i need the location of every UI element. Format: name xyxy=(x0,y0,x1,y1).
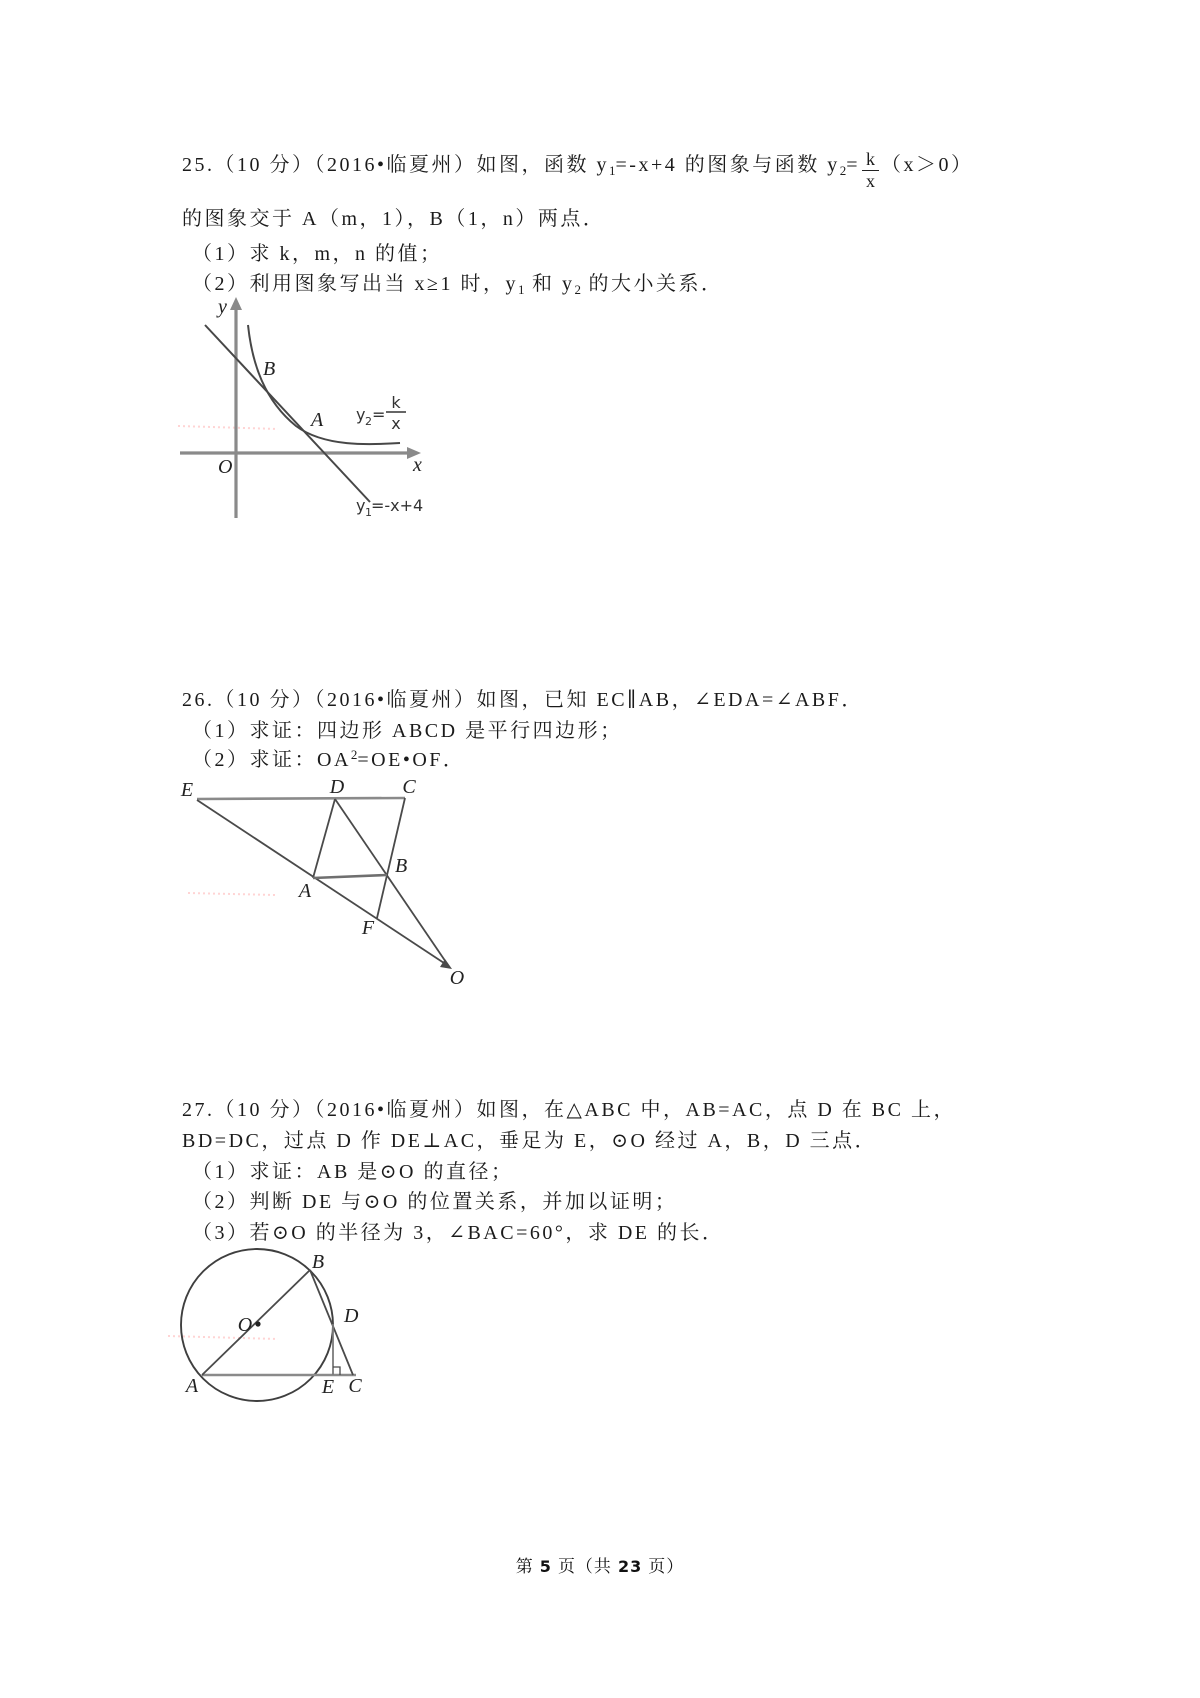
point-f-label: F xyxy=(361,917,375,939)
segment-EC xyxy=(197,798,405,799)
point-d-label: D xyxy=(329,776,345,798)
problem-26-part-2 xyxy=(192,748,465,773)
y-axis-arrow xyxy=(230,297,242,310)
p25-equals: = xyxy=(846,153,861,176)
point-c-label: C xyxy=(348,1375,362,1397)
problem-25-line-1 xyxy=(182,150,974,191)
line-equation-label xyxy=(356,496,423,519)
watermark xyxy=(188,893,275,895)
curve-eq-numerator: k xyxy=(391,393,401,412)
segment-EO xyxy=(197,800,447,965)
curve-y2 xyxy=(248,325,400,444)
y-axis-label: y xyxy=(218,296,227,318)
point-b-label: B xyxy=(311,1251,325,1273)
p25-text-a: 25.（10 分）（2016•临夏州）如图，函数 y xyxy=(182,153,610,176)
problem-25-part-2 xyxy=(192,272,723,297)
problem-26-part-1: （1）求证：四边形 ABCD 是平行四边形； xyxy=(192,720,623,742)
line-eq-y: y xyxy=(356,496,366,515)
curve-eq-equals: = xyxy=(372,405,386,424)
problem-27-part-2: （2）判断 DE 与⊙O 的位置关系，并加以证明； xyxy=(192,1191,678,1213)
curve-eq-sub: 2 xyxy=(365,415,372,428)
origin-label: O xyxy=(218,456,233,478)
fraction-k-over-x xyxy=(862,150,879,191)
segment-DA xyxy=(313,799,335,878)
problem-26-line-1: 26.（10 分）（2016•临夏州）如图，已知 EC∥AB，∠EDA=∠ABF． xyxy=(182,689,864,711)
problem-25-line-2: 的图象交于 A（m，1），B（1，n）两点． xyxy=(182,208,606,230)
watermark xyxy=(168,1336,278,1339)
figure-25-graph xyxy=(178,296,430,526)
figure-27-circle xyxy=(160,1243,390,1408)
p26-superscript-2: 2 xyxy=(350,747,358,762)
line-eq-rest: =-x+4 xyxy=(371,496,424,515)
footer-middle: 页（共 xyxy=(557,1557,612,1576)
point-e-label: E xyxy=(321,1376,335,1398)
page-footer xyxy=(0,1552,1200,1577)
curve-eq-y: y xyxy=(356,405,366,424)
point-a-label: A xyxy=(185,1375,199,1397)
p25-l4-sub1: 1 xyxy=(517,282,525,297)
point-a-label: A xyxy=(298,880,312,902)
problem-27-part-3: （3）若⊙O 的半径为 3，∠BAC=60°，求 DE 的长． xyxy=(192,1222,725,1244)
p25-sub-2: 2 xyxy=(839,162,847,178)
line-eq-sub: 1 xyxy=(365,506,372,519)
point-c-label: C xyxy=(402,776,416,798)
point-d-label: D xyxy=(344,1305,359,1327)
footer-page-number: 5 xyxy=(539,1557,552,1576)
problem-27-line-1: 27.（10 分）（2016•临夏州）如图，在△ABC 中，AB=AC，点 D 在 BC 上， xyxy=(182,1099,956,1121)
footer-suffix: 页） xyxy=(648,1557,685,1576)
watermark xyxy=(178,426,278,429)
x-axis-label: x xyxy=(413,454,422,476)
fraction-numerator: k xyxy=(862,150,879,171)
p25-l4-sub2: 2 xyxy=(574,282,581,297)
p25-l4-b: 和 y xyxy=(524,273,575,295)
p25-sub-1: 1 xyxy=(609,162,616,178)
curve-eq-denominator: x xyxy=(391,414,401,433)
point-b-label: B xyxy=(263,358,276,380)
segment-AB xyxy=(313,875,387,878)
p25-text-b: =-x+4 的图象与函数 y xyxy=(615,153,840,176)
problem-25-part-1: （1）求 k，m，n 的值； xyxy=(192,243,443,265)
problem-27-part-1: （1）求证：AB 是⊙O 的直径； xyxy=(192,1161,514,1183)
point-b-label: B xyxy=(395,855,408,877)
p25-text-c: （x＞0） xyxy=(881,153,974,176)
p25-l4-a: （2）利用图象写出当 x≥1 时，y xyxy=(192,273,518,295)
p25-l4-c: 的大小关系． xyxy=(580,273,724,295)
segment-DO xyxy=(335,799,450,968)
point-e-label: E xyxy=(180,779,194,801)
footer-total-pages: 23 xyxy=(617,1557,643,1576)
curve-equation-label xyxy=(356,393,406,433)
center-dot xyxy=(255,1321,260,1326)
p26-l3-a: （2）求证：OA xyxy=(192,749,351,771)
figure-26-parallelogram xyxy=(165,776,475,995)
fraction-denominator: x xyxy=(866,170,876,191)
problem-27-line-2: BD=DC，过点 D 作 DE⊥AC，垂足为 E，⊙O 经过 A，B，D 三点． xyxy=(182,1130,878,1152)
footer-prefix: 第 xyxy=(515,1557,534,1576)
point-o-label: O xyxy=(449,967,465,989)
p26-l3-b: =OE•OF． xyxy=(357,749,466,771)
point-a-label: A xyxy=(311,409,324,431)
center-o-label: O xyxy=(237,1314,253,1336)
